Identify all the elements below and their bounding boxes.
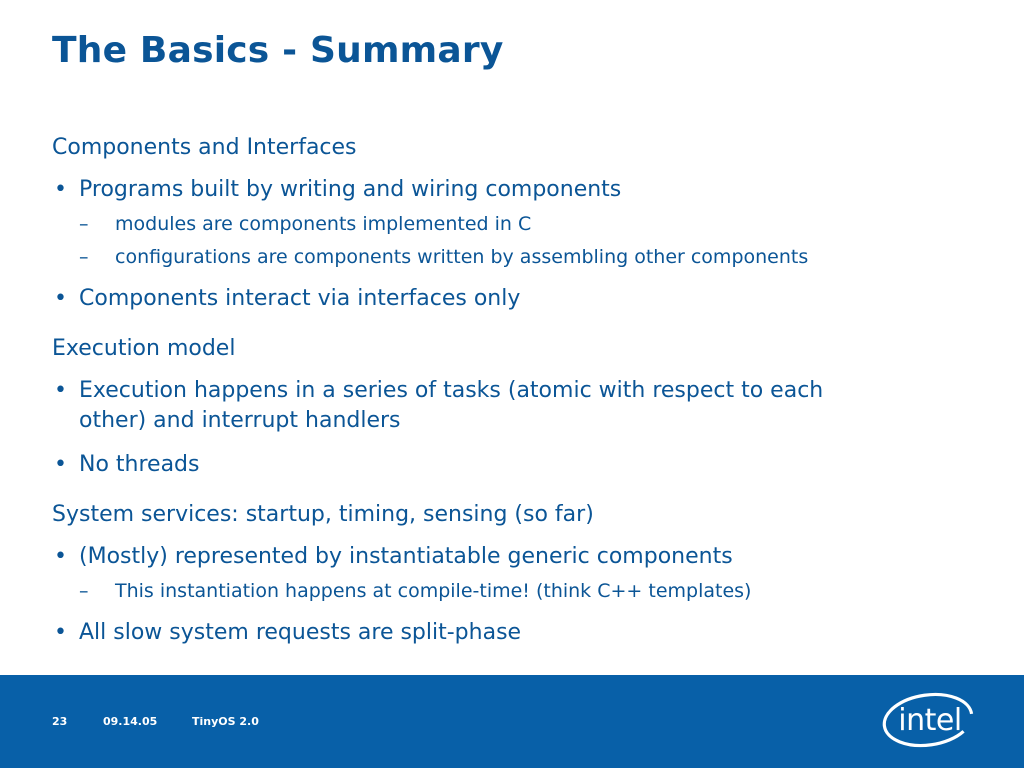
section-heading: Components and Interfaces — [52, 135, 357, 160]
bullet-text: (Mostly) represented by instantiatable generic components — [79, 544, 733, 569]
bullet-text: All slow system requests are split-phase — [79, 620, 522, 645]
sub-bullet-text: configurations are components written by assembling other components — [115, 246, 809, 268]
bullet-text: Programs built by writing and wiring components — [79, 177, 622, 202]
bullet-text-continued: other) and interrupt handlers — [79, 408, 401, 433]
logo-text: intel — [898, 702, 962, 738]
bullet-text: No threads — [79, 452, 200, 477]
bullet-icon: • — [54, 286, 67, 311]
bullet-icon: • — [54, 544, 67, 569]
bullet-icon: • — [54, 378, 67, 403]
section-heading: Execution model — [52, 336, 236, 361]
bullet-icon: • — [54, 452, 67, 477]
bullet-icon: • — [54, 177, 67, 202]
footer-bar — [0, 675, 1024, 768]
bullet-text: Execution happens in a series of tasks (atomic with respect to each — [79, 378, 824, 403]
bullet-text: Components interact via interfaces only — [79, 286, 521, 311]
dash-icon: – — [79, 213, 89, 235]
sub-bullet-text: modules are components implemented in C — [115, 213, 532, 235]
page-number: 23 — [52, 715, 68, 728]
section-heading: System services: startup, timing, sensing (so far) — [52, 502, 594, 527]
slide-title: The Basics - Summary — [52, 30, 504, 71]
sub-bullet-text: This instantiation happens at compile-time! (think C++ templates) — [115, 580, 752, 602]
intel-logo-icon — [880, 687, 980, 753]
dash-icon: – — [79, 246, 89, 268]
footer-title: TinyOS 2.0 — [192, 715, 259, 728]
bullet-icon: • — [54, 620, 67, 645]
dash-icon: – — [79, 580, 89, 602]
footer-date: 09.14.05 — [103, 715, 158, 728]
